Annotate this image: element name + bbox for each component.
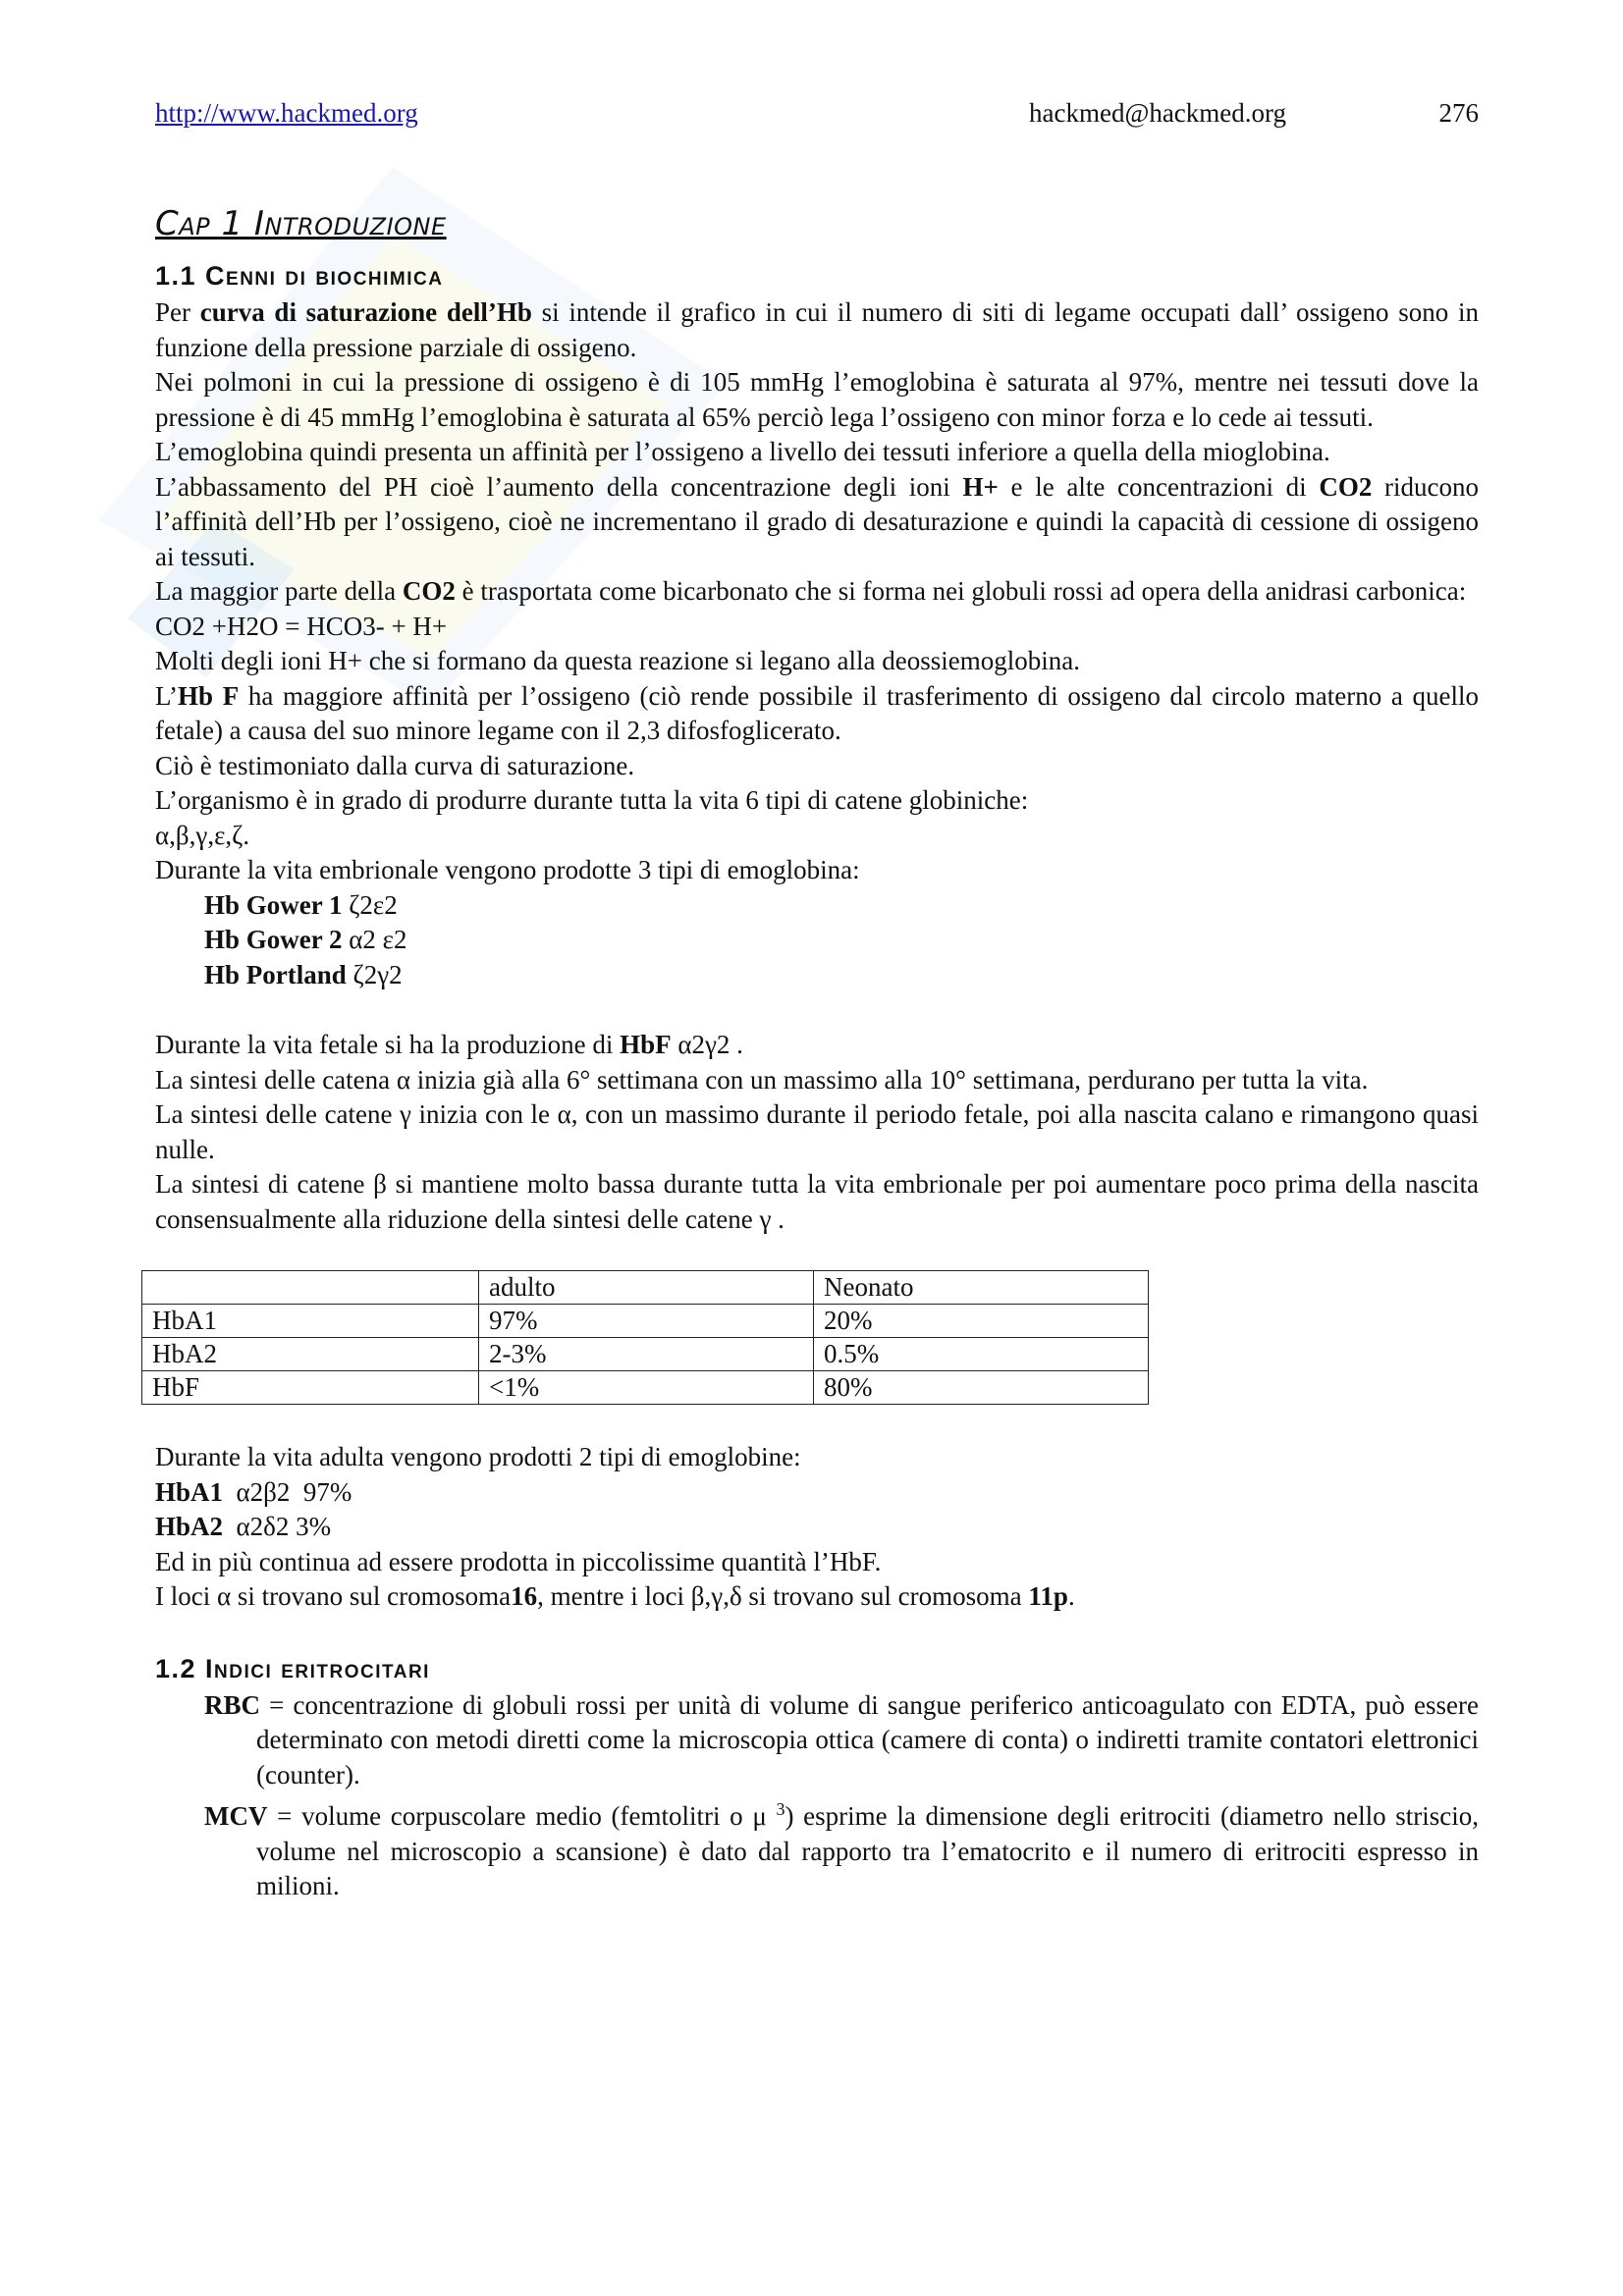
section-heading-1-2: 1.2 Indici eritrocitari (155, 1653, 430, 1683)
paragraph: Durante la vita embrionale vengono prodotte 3 tipi di emoglobina: (155, 855, 860, 884)
superscript: 3 (776, 1799, 785, 1819)
text-run: si intende il grafico in cui il numero di siti di legame occupati dall’ ossigeno sono in funzione della pressione parziale di ossigeno. (155, 297, 1479, 362)
table-cell: HbA1 (142, 1305, 479, 1338)
hemoglobin-item (155, 923, 1479, 958)
table-cell: 2-3% (479, 1338, 814, 1371)
page-number: 276 (1438, 98, 1479, 128)
paragraph: La sintesi delle catene γ inizia con le α, con un massimo durante il periodo fetale, poi alla nascita calano e rimangono quasi nulle. (155, 1099, 1479, 1164)
paragraph: Ed in più continua ad essere prodotta in piccolissime quantità l’HbF. (155, 1546, 882, 1576)
paragraph (155, 574, 1479, 610)
text-run: L’abbassamento del PH cioè l’aumento della concentrazione degli ioni (155, 471, 963, 502)
bold-term: 16 (511, 1581, 538, 1611)
paragraph: Ciò è testimoniato dalla curva di saturazione. (155, 750, 635, 780)
document-page (152, 94, 1480, 1904)
hemoglobin-table (141, 1270, 1149, 1405)
text-run: ζ2γ2 (346, 959, 403, 989)
equation: CO2 +H2O = HCO3- + H+ (155, 611, 448, 641)
text-run: ) esprime la dimensione degli eritrociti (diametro nello striscio, volume nel microscopio a scansione) è dato dal rapporto tra l’ematocrito e il numero di eritrociti espresso in milioni. (256, 1801, 1479, 1900)
definition-item (155, 1688, 1479, 1793)
paragraph (155, 470, 1479, 575)
bold-term: HbF (620, 1030, 672, 1059)
table-header-cell: adulto (479, 1271, 814, 1305)
table-header-cell (142, 1271, 479, 1305)
bold-term: HbA1 (155, 1476, 224, 1507)
text-run: α2 ε2 (342, 925, 407, 954)
table-row (142, 1305, 1149, 1338)
paragraph: La sintesi delle catena α inizia già alla 6° settimana con un massimo alla 10° settimana, perdurano per tutta la vita. (155, 1064, 1369, 1095)
spacer (155, 992, 1479, 1028)
text-run: = concentrazione di globuli rossi per unità di volume di sangue periferico anticoagulato con EDTA, può essere determinato con metodi diretti come la microscopia ottica (camere di conta) o indiretti tramite contatori elettronici (counter). (256, 1689, 1479, 1789)
bold-term: 11p (1028, 1581, 1068, 1611)
table-cell: 20% (814, 1305, 1149, 1338)
text-run: La maggior parte della (155, 576, 403, 606)
text-run: riducono l’affinità dell’Hb per l’ossigeno, cioè ne incrementano il grado di desaturazione e quindi la capacità di cessione di ossigeno ai tessuti. (155, 471, 1480, 571)
table-cell: HbF (142, 1371, 479, 1405)
paragraph: Nei polmoni in cui la pressione di ossigeno è di 105 mmHg l’emoglobina è saturata al 97%, mentre nei tessuti dove la pressione è di 45 mmHg l’emoglobina è saturata al 65% perciò lega l’ossigeno con minor forza e lo cede ai tessuti. (155, 367, 1479, 432)
bold-term: curva di saturazione dell’Hb (199, 297, 532, 327)
table-cell: 0.5% (814, 1338, 1149, 1371)
bold-term: Hb Portland (204, 959, 347, 989)
definition-item (155, 1792, 1479, 1904)
table-cell: HbA2 (142, 1338, 479, 1371)
paragraph: L’organismo è in grado di produrre durante tutta la vita 6 tipi di catene globiniche: (155, 785, 1029, 815)
paragraph: Durante la vita adulta vengono prodotti 2 tipi di emoglobine: (155, 1442, 801, 1471)
text-run: = volume corpuscolare medio (femtolitri o μ (267, 1801, 777, 1831)
chain-list: α,β,γ,ε,ζ. (155, 820, 250, 850)
table-row (142, 1338, 1149, 1371)
site-link[interactable]: http://www.hackmed.org (155, 98, 418, 128)
page-header (155, 94, 1479, 137)
paragraph (155, 295, 1479, 365)
bold-term: Hb Gower 1 (204, 889, 343, 920)
text-run: Durante la vita fetale si ha la produzione di (155, 1030, 621, 1059)
table-header-cell: Neonato (814, 1271, 1149, 1305)
bold-term: CO2 (1319, 471, 1373, 502)
text-run: è trasportata come bicarbonato che si forma nei globuli rossi ad opera della anidrasi carbonica: (455, 576, 1467, 606)
bold-term: Hb F (178, 680, 240, 711)
hemoglobin-item (155, 1510, 1479, 1545)
paragraph: Molti degli ioni H+ che si formano da questa reazione si legano alla deossiemoglobina. (155, 646, 1080, 675)
text-run: α2β2 97% (223, 1476, 352, 1507)
text-run: Per (155, 297, 200, 327)
text-run: ζ2ε2 (342, 889, 398, 920)
paragraph: L’emoglobina quindi presenta un affinità per l’ossigeno a livello dei tessuti inferiore a quella della mioglobina. (155, 437, 1330, 466)
paragraph (155, 679, 1479, 749)
paragraph (155, 1579, 1479, 1615)
text-run: α2γ2 . (671, 1030, 743, 1059)
section-1-1-body (155, 295, 1479, 1237)
header-email: hackmed@hackmed.org (1029, 98, 1287, 128)
bold-term: MCV (204, 1801, 268, 1831)
bold-term: HbA2 (155, 1512, 224, 1541)
hemoglobin-item (155, 888, 1479, 924)
text-run: I loci α si trovano sul cromosoma (155, 1581, 512, 1611)
table-cell: 97% (479, 1305, 814, 1338)
text-run: e le alte concentrazioni di (998, 471, 1320, 502)
text-run: . (1067, 1581, 1075, 1611)
section-heading-1-1: 1.1 Cenni di biochimica (155, 261, 444, 291)
text-run: L’ (155, 680, 179, 711)
text-run: α2δ2 3% (223, 1512, 332, 1541)
bold-term: Hb Gower 2 (204, 925, 343, 954)
text-run: , mentre i loci β,γ,δ si trovano sul cromosoma (537, 1581, 1029, 1611)
hemoglobin-item (155, 958, 1479, 993)
bold-term: H+ (962, 471, 999, 502)
text-run: ha maggiore affinità per l’ossigeno (ciò rende possibile il trasferimento di ossigeno dal circolo materno a quello fetale) a causa del suo minore legame con il 2,3 difosfoglicerato. (155, 680, 1479, 745)
bold-term: CO2 (402, 576, 456, 606)
paragraph (155, 1028, 1479, 1063)
chapter-title: Cap 1 Introduzione (155, 204, 447, 243)
table-header-row (142, 1271, 1149, 1305)
table-cell: <1% (479, 1371, 814, 1405)
bold-term: RBC (204, 1689, 261, 1720)
table-cell: 80% (814, 1371, 1149, 1405)
table-row (142, 1371, 1149, 1405)
paragraph: La sintesi di catene β si mantiene molto bassa durante tutta la vita embrionale per poi aumentare poco prima della nascita consensualmente alla riduzione della sintesi delle catene γ . (155, 1169, 1479, 1234)
section-1-2-body (155, 1688, 1479, 1904)
hemoglobin-item (155, 1475, 1479, 1511)
section-1-1-continued (155, 1440, 1479, 1615)
